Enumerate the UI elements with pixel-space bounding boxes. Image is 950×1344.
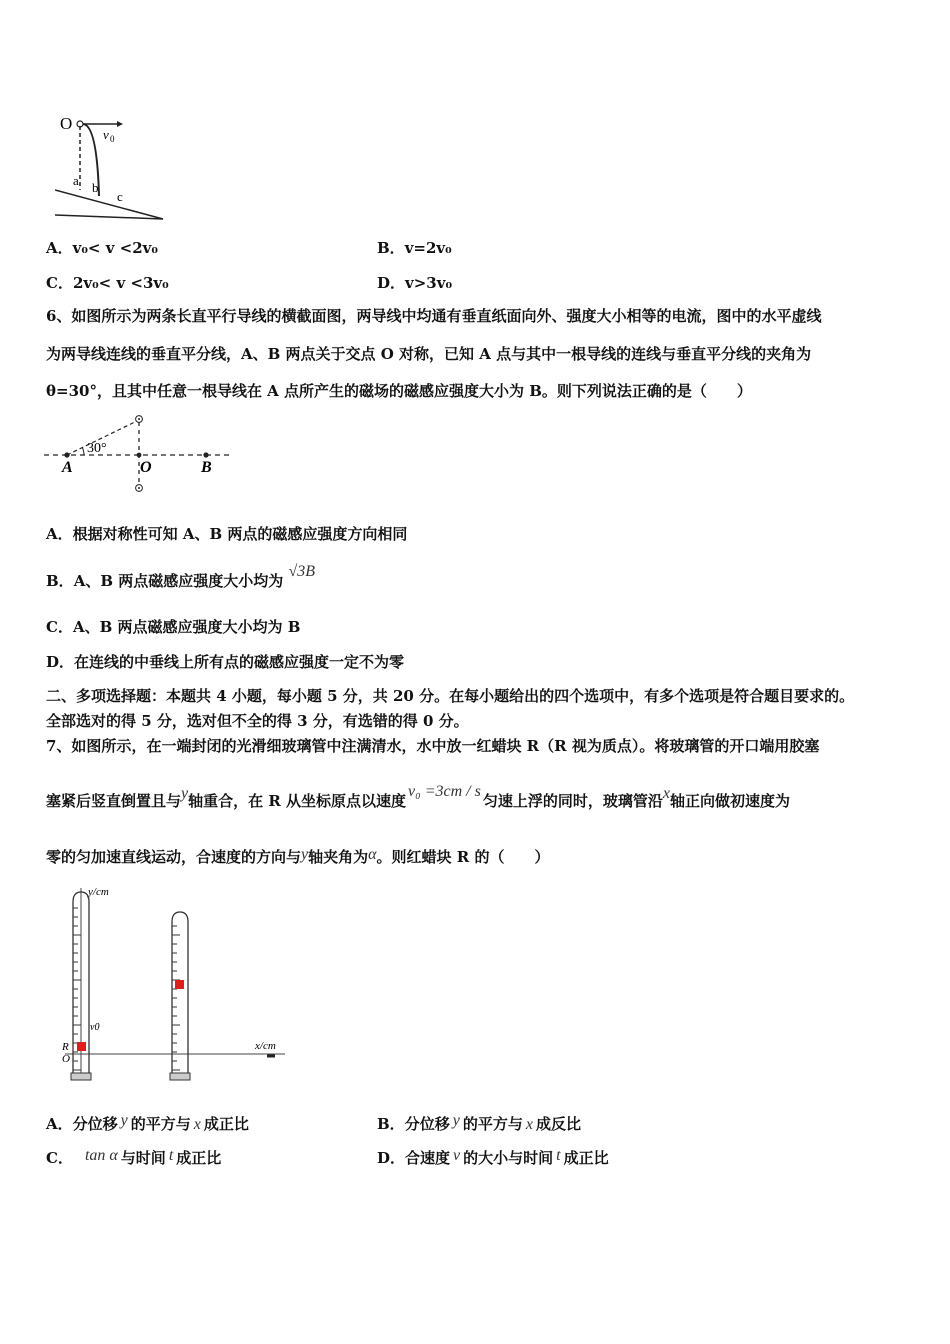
var-alpha: α xyxy=(368,846,377,863)
q6-option-d[interactable]: D．在连线的中垂线上所有点的磁感应强度一定不为零 xyxy=(46,653,405,671)
v0-equation: v₀ =3cm / s xyxy=(408,783,481,800)
v0-subscript: 0 xyxy=(110,134,115,144)
q6-stem-line1: 6、如图所示为两条长直平行导线的横截面图，两导线中均通有垂直纸面向外、强度大小相等的电流，图中的水平虚线 xyxy=(46,307,822,325)
incline-line xyxy=(55,190,163,219)
v0-label: v xyxy=(103,127,109,142)
q6-option-b[interactable]: B．A、B 两点磁感应强度大小均为 √3B xyxy=(46,563,316,590)
point-b xyxy=(203,452,208,457)
q7-option-b[interactable]: B．分位移 y 的平方与 x 成反比 xyxy=(377,1112,581,1133)
slope-base xyxy=(55,215,163,219)
red-wax-block-1 xyxy=(77,1042,86,1051)
q5-figure xyxy=(55,112,170,224)
q7-option-c[interactable]: C． tan α 与时间 t 成正比 xyxy=(46,1147,222,1167)
origin-label: O xyxy=(60,114,73,133)
var-x: x xyxy=(662,785,670,802)
point-a-label: a xyxy=(73,173,79,188)
q7-figure xyxy=(55,880,295,1085)
q5-option-b[interactable]: B．v=2v₀ xyxy=(377,239,452,257)
section2-heading-line2: 全部选对的得 5 分，选对但不全的得 3 分，有选错的得 0 分。 xyxy=(46,712,469,730)
q6-stem-line2: 为两导线连线的垂直平分线，A、B 两点关于交点 O 对称，已知 A 点与其中一根导线的连线与垂直平分线的夹角为 xyxy=(46,345,812,363)
q7-option-a[interactable]: A．分位移 y 的平方与 x 成正比 xyxy=(46,1112,249,1133)
glass-tube-2 xyxy=(170,912,190,1080)
x-axis-label: x/cm xyxy=(255,1040,276,1052)
point-a xyxy=(64,452,69,457)
point-c-label: c xyxy=(117,189,123,204)
o-label: O xyxy=(140,459,152,476)
q7-stem-line3: 零的匀加速直线运动，合速度的方向与y轴夹角为α。则红蜡块 R 的（ ） xyxy=(46,846,550,866)
red-wax-block-2 xyxy=(175,980,184,989)
sqrt3b-math: √3B xyxy=(288,563,316,580)
q6-option-a[interactable]: A．根据对称性可知 A、B 两点的磁感应强度方向相同 xyxy=(46,525,408,543)
q5-option-c[interactable]: C．2v₀< v <3v₀ xyxy=(46,274,169,292)
r-label: R xyxy=(62,1041,69,1053)
var-y: y xyxy=(181,785,189,802)
q7-option-d[interactable]: D．合速度 v 的大小与时间 t 成正比 xyxy=(377,1147,609,1167)
q6-option-c[interactable]: C．A、B 两点磁感应强度大小均为 B xyxy=(46,618,301,636)
q6-stem-line3: θ=30°，且其中任意一根导线在 A 点所产生的磁场的磁感应强度大小为 B。则下列说法正确的是（ ） xyxy=(46,382,752,400)
q7-stem-line1: 7、如图所示，在一端封闭的光滑细玻璃管中注满清水，水中放一红蜡块 R（R 视为质点）。将玻璃管的开口端用胶塞 xyxy=(46,737,820,755)
section2-heading-line1: 二、多项选择题：本题共 4 小题，每小题 5 分，共 20 分。在每小题给出的四个选项中，有多个选项是符合题目要求的。 xyxy=(46,687,855,705)
angle-label: 30° xyxy=(87,441,107,456)
tube-v0-label: v0 xyxy=(90,1022,100,1033)
q5-option-d[interactable]: D．v>3v₀ xyxy=(377,274,453,292)
point-b-label: b xyxy=(92,180,99,195)
y-axis-label: y/cm xyxy=(88,886,109,898)
q7-stem-line2: 塞紧后竖直倒置且与y轴重合，在 R 从坐标原点以速度v₀ =3cm / s匀速上浮的同时，玻璃管沿x轴正向做初速度为 xyxy=(46,783,790,810)
b-label: B xyxy=(201,459,212,476)
point-o xyxy=(137,453,142,458)
q5-option-a[interactable]: A．v₀< v <2v₀ xyxy=(46,239,158,257)
q6-figure xyxy=(44,410,234,496)
glass-tube-1 xyxy=(61,892,99,1080)
origin-label: O xyxy=(62,1053,70,1065)
a-label: A xyxy=(62,459,73,476)
